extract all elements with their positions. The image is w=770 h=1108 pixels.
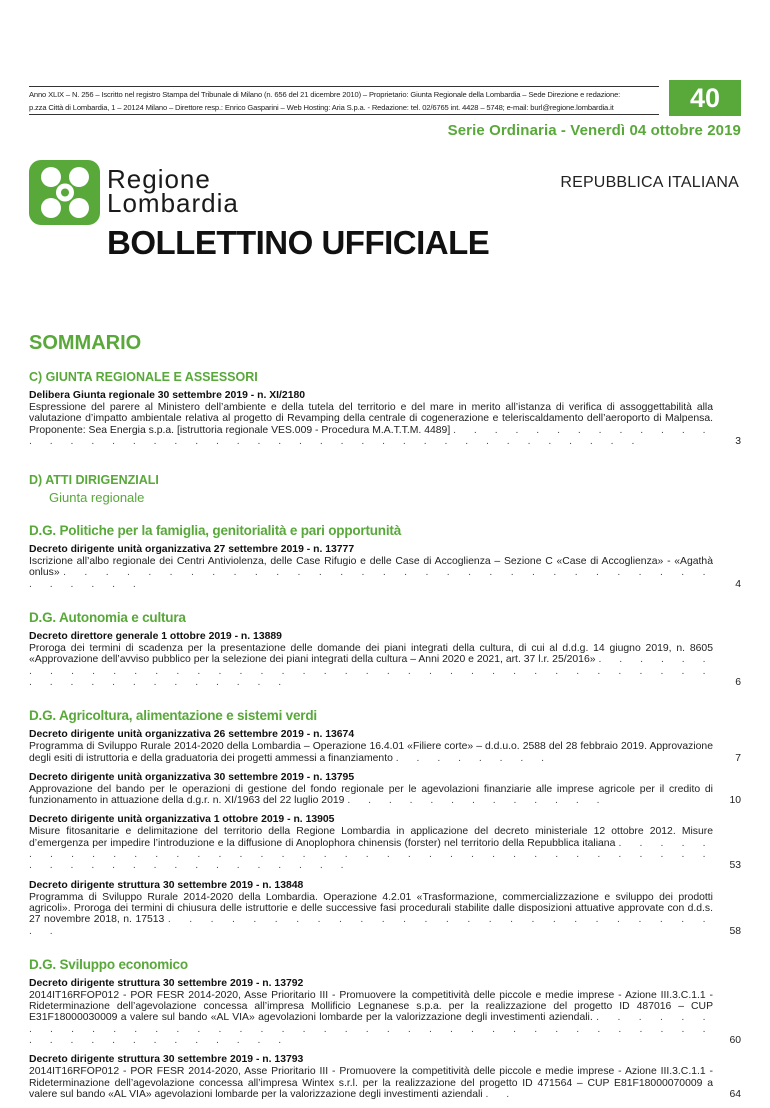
entry-page-number: 6 [735,676,741,688]
entry-description [29,643,741,688]
entry-text: 2014IT16RFOP012 - POR FESR 2014-2020, Asse Prioritario III - Promuovere la competitività delle piccole e medie imprese - Azione III.3.C.1.1 - Rideterminazione dell’agevolazione concessa all’impresa Wintex s.r.l. per la realizzazione del progetto ID 471564 – CUP E81F18000070009 a valere sul bando «AL VIA» agevolazioni lombarde per la valorizzazione degli investimenti aziendali [29,1066,713,1100]
masthead-info-line-2: p.zza Città di Lombardia, 1 – 20124 Milano – Direttore resp.: Enrico Gasparini – Web Hosting: Aria S.p.a. - Redazione: tel. 02/6765 int. 4428 – 5748; e-mail: burl@regione.lombardia.it [29,103,614,112]
entry-title: Decreto dirigente unità organizzativa 1 ottobre 2019 - n. 13905 [29,814,335,826]
entry-title: Decreto dirigente unità organizzativa 30 settembre 2019 - n. 13795 [29,771,355,783]
dot-leader: . . . . . . . . . . . . . . . . . . . . . . . . . . . . . . . . . . . . . . . . . . . . . . . . . . . . [29,654,713,688]
masthead-info [29,86,659,115]
dot-leader: . . . . . . . . . . . . . . . . . . . . . . . . . . . . . . . . . . . . . [29,567,713,590]
entry-title: Decreto direttore generale 1 ottobre 2019 - n. 13889 [29,631,282,643]
entry-description [29,556,741,590]
entry-page-number: 60 [729,1035,741,1047]
section-c-heading: C) GIUNTA REGIONALE E ASSESSORI [29,370,258,384]
entry-text: 2014IT16RFOP012 - POR FESR 2014-2020, Asse Prioritario III - Promuovere la competitività delle piccole e medie imprese - Azione III.3.C.1.1 - Rideterminazione dell’agevolazione concessa all’impresa Mollificio Legnanese s.p.a. per la realizzazione del progetto ID 487016 – CUP E31F18000030009 a valere sul bando «AL VIA» agevolazioni lombarde per la valorizzazione degli investimenti aziendali. [29,989,713,1024]
list-item[interactable] [29,729,741,764]
entry-text: Approvazione del bando per le operazioni di gestione del fondo regionale per le agevolazioni finanziarie alle imprese agricole per il credito di funzionamento in attuazione della d.g.r. n. XI/1963 del 22 luglio 2019 [29,783,713,807]
entry-page-number: 3 [735,435,741,447]
entry-text: Espressione del parere al Ministero dell’ambiente e della tutela del territorio e del mare in merito all’istanza di verifica di assoggettabilità alla valutazione d’impatto ambientale relativa al progetto di Revamping della centrale di cogenerazione e teleriscaldamento dell’aeroporto di Malpensa. Proponente: Sea Energia s.p.a. [istruttoria regionale VES.009 - Procedura M.A.T.T.M. 4489] [29,402,713,436]
entry-text: Programma di Sviluppo Rurale 2014-2020 della Lombardia – Operazione 16.4.01 «Filiere corte» – d.d.u.o. 2588 del 28 febbraio 2019. Approvazione degli esiti di istruttoria e della graduatoria dei progetti ammessi a finanziamento [29,741,713,764]
entry-description [29,402,741,447]
section-d-subheading: Giunta regionale [49,490,145,506]
entry-description [29,892,741,937]
section-d-heading: D) ATTI DIRIGENZIALI [29,473,159,488]
list-item[interactable] [29,978,741,1046]
entry-title: Decreto dirigente unità organizzativa 26 settembre 2019 - n. 13674 [29,729,355,741]
entry-title: Decreto dirigente struttura 30 settembre 2019 - n. 13793 [29,1054,304,1066]
dg-sviluppo-heading: D.G. Sviluppo economico [29,956,188,972]
regione-lombardia-logo [29,160,100,225]
entry-text: Iscrizione all’albo regionale dei Centri Antiviolenza, delle Case Rifugio e delle Case di Accoglienza – Sezione C «Case di Accoglienza» - «Agathà onlus» [29,556,713,579]
list-item[interactable] [29,631,741,688]
dg-agricoltura-heading: D.G. Agricoltura, alimentazione e sistemi verdi [29,708,317,724]
dot-leader: . . . . . . . . . . . . . . . . . . . . . . . . . . . . . . . . . . . . . . . . . . . [29,424,713,447]
series-date: Serie Ordinaria - Venerdì 04 ottobre 2019 [447,122,741,139]
masthead-info-line-1: Anno XLIX – N. 256 – Iscritto nel registro Stampa del Tribunale di Milano (n. 656 del 21 dicembre 2010) – Proprietario: Giunta Regionale della Lombardia – Sede Direzione e redazione: [29,90,621,99]
entry-page-number: 10 [729,795,741,807]
entry-description [29,741,741,764]
list-item[interactable] [29,880,741,937]
dot-leader: . . . . . . . . [395,752,552,764]
dot-leader: . . . . . . . . . . . . . [347,795,607,807]
dot-leader: . . [485,1088,517,1100]
page-title: BOLLETTINO UFFICIALE [107,224,490,261]
entry-description [29,784,741,807]
entry-title: Decreto dirigente struttura 30 settembre 2019 - n. 13792 [29,977,304,989]
entry-text: Programma di Sviluppo Rurale 2014-2020 della Lombardia. Operazione 4.2.01 «Trasformazione, commercializzazione e sviluppo dei prodotti agricoli». Proroga dei termini di chiusura delle istruttorie e delle successive fasi procedurali stabilite dalle disposizioni attuative approvate con d.d.s. 27 novembre 2018, n. 17513 [29,891,713,926]
entry-description [29,1066,741,1100]
list-item[interactable] [29,390,741,447]
entry-text: Misure fitosanitarie e delimitazione del territorio della Regione Lombardia in applicazione del decreto ministeriale 12 ottobre 2012. Misure d’emergenza per impedire l’introduzione e la diffusione di Anoplophora chinensis (forster) nel territorio della Repubblica italiana [29,826,713,849]
dot-leader: . . . . . . . . . . . . . . . . . . . . . . . . . . . . . . . . . . . . . . . . . . . . . . . . . . . . [29,1012,714,1047]
brand-line-1: Regione [107,164,211,194]
entry-description [29,990,741,1046]
entry-title: Decreto dirigente struttura 30 settembre 2019 - n. 13848 [29,879,304,891]
entry-text: Proroga dei termini di scadenza per la presentazione delle domande dei piani integrati della cultura, di cui al d.d.g. 14 giugno 2019, n. 8605 «Approvazione dell’avviso pubblico per la selezione dei piani integrati della cultura – Anni 2020 e 2021, art. 37 l.r. 25/2016» [29,643,713,666]
list-item[interactable] [29,1054,741,1100]
issue-number-badge: 40 [669,80,741,116]
dg-cultura-heading: D.G. Autonomia e cultura [29,610,186,626]
dot-leader: . . . . . . . . . . . . . . . . . . . . . . . . . . . . [29,914,714,937]
entry-page-number: 4 [735,578,741,590]
brand-line-2: Lombardia [107,188,239,218]
dg-famiglia-heading: D.G. Politiche per la famiglia, genitorialità e pari opportunità [29,523,402,539]
entry-page-number: 7 [735,752,741,764]
entry-page-number: 58 [729,925,741,937]
republic-label: REPUBBLICA ITALIANA [560,174,739,191]
entry-title: Delibera Giunta regionale 30 settembre 2019 - n. XI/2180 [29,390,306,401]
list-item[interactable] [29,814,741,871]
entry-page-number: 64 [729,1088,741,1100]
dot-leader: . . . . . . . . . . . . . . . . . . . . . . . . . . . . . . . . . . . . . . . . . . . . . . . . . . . . . . [29,837,713,872]
list-item[interactable] [29,544,741,590]
entry-page-number: 53 [729,860,741,872]
entry-description [29,826,741,871]
summary-heading: SOMMARIO [29,332,142,354]
brand-name [107,164,239,218]
list-item[interactable] [29,772,741,807]
summary-content [29,370,741,1108]
entry-title: Decreto dirigente unità organizzativa 27 settembre 2019 - n. 13777 [29,544,355,556]
